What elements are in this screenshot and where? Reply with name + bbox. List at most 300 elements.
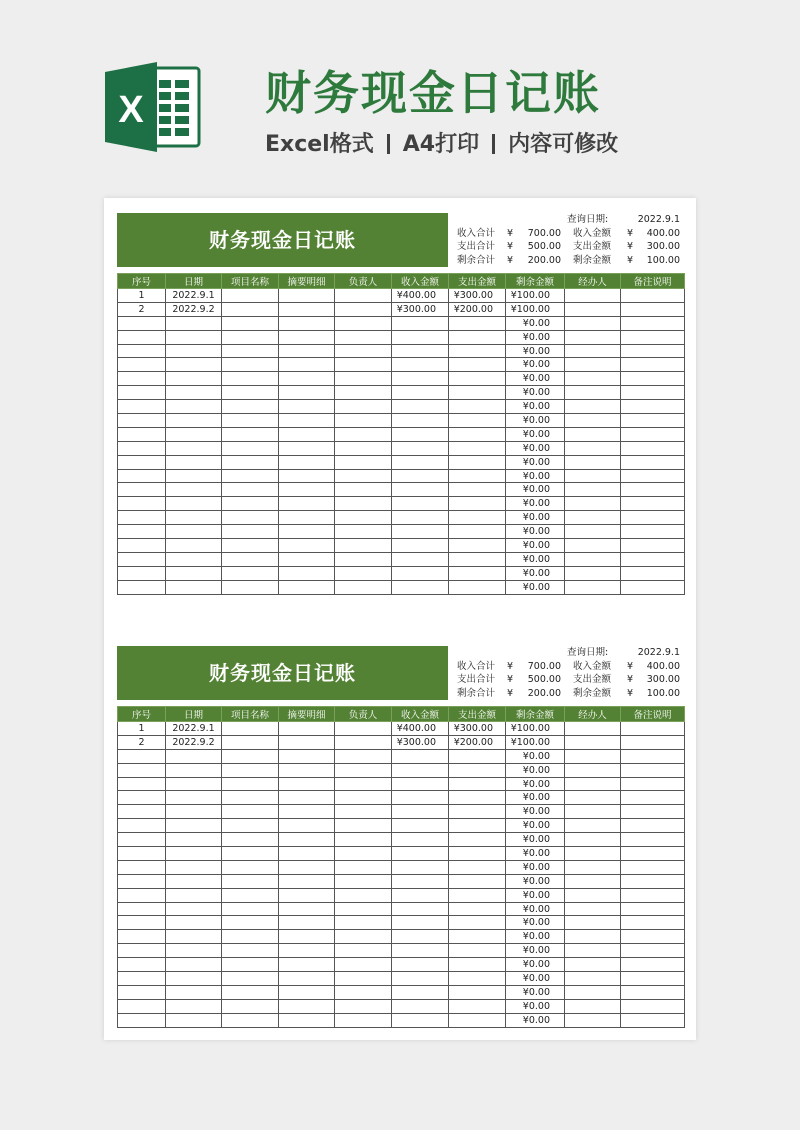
table-cell[interactable]	[565, 302, 621, 316]
table-cell[interactable]	[392, 386, 449, 400]
table-cell[interactable]	[449, 455, 506, 469]
table-cell[interactable]	[392, 819, 449, 833]
table-cell[interactable]	[118, 763, 166, 777]
table-cell[interactable]	[335, 847, 392, 861]
table-cell[interactable]	[166, 985, 222, 999]
table-cell[interactable]: ¥300.00	[449, 722, 506, 736]
table-cell[interactable]	[449, 469, 506, 483]
table-cell[interactable]	[449, 958, 506, 972]
table-cell[interactable]	[449, 763, 506, 777]
table-cell[interactable]	[392, 916, 449, 930]
summary-amount-value[interactable]: 300.00	[646, 674, 680, 686]
table-cell[interactable]	[222, 749, 279, 763]
table-cell[interactable]	[621, 888, 685, 902]
table-cell[interactable]	[279, 525, 335, 539]
table-cell[interactable]: ¥0.00	[506, 833, 565, 847]
table-cell[interactable]	[449, 1013, 506, 1027]
table-cell[interactable]	[279, 469, 335, 483]
table-cell[interactable]	[392, 874, 449, 888]
table-cell[interactable]: ¥200.00	[449, 302, 506, 316]
table-cell[interactable]	[166, 1013, 222, 1027]
table-cell[interactable]	[335, 902, 392, 916]
table-cell[interactable]	[222, 302, 279, 316]
table-cell[interactable]	[621, 302, 685, 316]
table-cell[interactable]	[335, 958, 392, 972]
table-cell[interactable]	[118, 358, 166, 372]
table-cell[interactable]	[565, 455, 621, 469]
table-cell[interactable]	[335, 566, 392, 580]
table-cell[interactable]	[279, 372, 335, 386]
table-cell[interactable]	[565, 860, 621, 874]
table-cell[interactable]	[449, 916, 506, 930]
table-cell[interactable]: ¥200.00	[449, 735, 506, 749]
table-cell[interactable]	[279, 972, 335, 986]
table-cell[interactable]	[449, 552, 506, 566]
table-cell[interactable]	[392, 580, 449, 594]
table-cell[interactable]	[166, 805, 222, 819]
table-cell[interactable]	[565, 1013, 621, 1027]
table-cell[interactable]	[449, 888, 506, 902]
table-cell[interactable]	[279, 344, 335, 358]
table-cell[interactable]	[565, 566, 621, 580]
table-cell[interactable]	[166, 400, 222, 414]
table-cell[interactable]	[335, 1013, 392, 1027]
table-cell[interactable]	[335, 386, 392, 400]
table-cell[interactable]	[279, 985, 335, 999]
table-cell[interactable]	[621, 358, 685, 372]
table-cell[interactable]	[621, 833, 685, 847]
table-cell[interactable]	[166, 469, 222, 483]
table-cell[interactable]	[279, 358, 335, 372]
table-cell[interactable]	[118, 833, 166, 847]
table-cell[interactable]	[118, 902, 166, 916]
table-cell[interactable]	[166, 580, 222, 594]
summary-total-value[interactable]: 200.00	[527, 687, 561, 699]
table-cell[interactable]	[565, 763, 621, 777]
table-cell[interactable]	[335, 441, 392, 455]
table-cell[interactable]	[621, 735, 685, 749]
table-cell[interactable]	[222, 805, 279, 819]
table-cell[interactable]	[279, 847, 335, 861]
table-cell[interactable]	[392, 958, 449, 972]
table-cell[interactable]	[166, 763, 222, 777]
table-cell[interactable]	[392, 763, 449, 777]
table-cell[interactable]	[392, 847, 449, 861]
table-cell[interactable]: ¥0.00	[506, 400, 565, 414]
table-cell[interactable]	[279, 749, 335, 763]
table-cell[interactable]: ¥0.00	[506, 469, 565, 483]
table-cell[interactable]	[279, 958, 335, 972]
table-cell[interactable]: ¥400.00	[392, 722, 449, 736]
table-cell[interactable]	[335, 819, 392, 833]
table-cell[interactable]: ¥300.00	[449, 289, 506, 303]
table-cell[interactable]	[565, 344, 621, 358]
table-cell[interactable]	[335, 874, 392, 888]
table-cell[interactable]	[335, 427, 392, 441]
table-cell[interactable]	[222, 874, 279, 888]
table-cell[interactable]	[621, 372, 685, 386]
table-cell[interactable]	[621, 874, 685, 888]
table-cell[interactable]	[118, 566, 166, 580]
table-cell[interactable]	[392, 777, 449, 791]
table-cell[interactable]	[166, 358, 222, 372]
table-cell[interactable]	[279, 777, 335, 791]
table-cell[interactable]	[222, 358, 279, 372]
table-cell[interactable]: ¥0.00	[506, 427, 565, 441]
table-cell[interactable]: ¥0.00	[506, 455, 565, 469]
table-cell[interactable]	[565, 580, 621, 594]
table-cell[interactable]	[222, 860, 279, 874]
table-cell[interactable]	[449, 819, 506, 833]
table-cell[interactable]	[279, 330, 335, 344]
table-cell[interactable]	[449, 860, 506, 874]
table-cell[interactable]	[279, 316, 335, 330]
table-cell[interactable]	[166, 566, 222, 580]
query-date-value[interactable]: 2022.9.1	[637, 214, 680, 225]
table-cell[interactable]	[392, 414, 449, 428]
table-cell[interactable]: ¥0.00	[506, 902, 565, 916]
table-cell[interactable]	[565, 833, 621, 847]
table-cell[interactable]	[392, 525, 449, 539]
table-cell[interactable]	[449, 525, 506, 539]
table-cell[interactable]	[392, 749, 449, 763]
table-cell[interactable]: ¥0.00	[506, 972, 565, 986]
table-cell[interactable]	[335, 999, 392, 1013]
table-cell[interactable]	[222, 735, 279, 749]
table-cell[interactable]	[335, 916, 392, 930]
table-cell[interactable]	[335, 580, 392, 594]
table-cell[interactable]	[392, 930, 449, 944]
table-cell[interactable]	[166, 791, 222, 805]
table-cell[interactable]	[449, 566, 506, 580]
table-cell[interactable]	[118, 497, 166, 511]
table-cell[interactable]	[335, 400, 392, 414]
table-cell[interactable]	[118, 414, 166, 428]
table-cell[interactable]	[222, 511, 279, 525]
table-cell[interactable]	[565, 386, 621, 400]
table-cell[interactable]: ¥0.00	[506, 944, 565, 958]
table-cell[interactable]: ¥0.00	[506, 874, 565, 888]
table-cell[interactable]	[166, 525, 222, 539]
table-cell[interactable]	[118, 441, 166, 455]
table-cell[interactable]	[279, 302, 335, 316]
table-cell[interactable]: ¥0.00	[506, 1013, 565, 1027]
table-cell[interactable]	[222, 972, 279, 986]
table-cell[interactable]	[565, 805, 621, 819]
table-cell[interactable]	[392, 999, 449, 1013]
table-cell[interactable]	[118, 791, 166, 805]
table-cell[interactable]	[565, 972, 621, 986]
table-cell[interactable]	[565, 999, 621, 1013]
table-cell[interactable]	[222, 930, 279, 944]
table-cell[interactable]	[222, 902, 279, 916]
table-cell[interactable]	[335, 330, 392, 344]
table-cell[interactable]	[392, 483, 449, 497]
table-cell[interactable]	[565, 372, 621, 386]
table-cell[interactable]	[392, 427, 449, 441]
table-cell[interactable]	[335, 888, 392, 902]
table-cell[interactable]	[335, 805, 392, 819]
table-cell[interactable]: 2	[118, 302, 166, 316]
table-cell[interactable]	[279, 916, 335, 930]
table-cell[interactable]	[118, 958, 166, 972]
table-cell[interactable]	[449, 400, 506, 414]
summary-amount-value[interactable]: 100.00	[646, 254, 680, 266]
summary-total-value[interactable]: 700.00	[527, 660, 561, 672]
table-cell[interactable]	[392, 791, 449, 805]
table-cell[interactable]	[279, 580, 335, 594]
table-cell[interactable]	[392, 469, 449, 483]
table-cell[interactable]	[222, 400, 279, 414]
table-cell[interactable]	[279, 414, 335, 428]
table-cell[interactable]	[222, 525, 279, 539]
table-cell[interactable]	[222, 566, 279, 580]
table-cell[interactable]	[335, 985, 392, 999]
table-cell[interactable]	[222, 763, 279, 777]
table-cell[interactable]	[222, 372, 279, 386]
table-cell[interactable]	[222, 777, 279, 791]
table-cell[interactable]	[565, 539, 621, 553]
table-cell[interactable]	[166, 386, 222, 400]
table-cell[interactable]	[166, 427, 222, 441]
table-cell[interactable]	[166, 344, 222, 358]
table-cell[interactable]	[166, 860, 222, 874]
table-cell[interactable]	[222, 833, 279, 847]
table-cell[interactable]	[279, 833, 335, 847]
table-cell[interactable]: 2022.9.2	[166, 302, 222, 316]
table-cell[interactable]: ¥0.00	[506, 999, 565, 1013]
table-cell[interactable]	[118, 469, 166, 483]
summary-total-value[interactable]: 500.00	[527, 674, 561, 686]
table-cell[interactable]	[621, 985, 685, 999]
table-cell[interactable]	[449, 511, 506, 525]
table-cell[interactable]	[335, 833, 392, 847]
table-cell[interactable]	[118, 344, 166, 358]
table-cell[interactable]: ¥100.00	[506, 735, 565, 749]
table-cell[interactable]	[565, 930, 621, 944]
table-cell[interactable]	[279, 289, 335, 303]
table-cell[interactable]	[565, 427, 621, 441]
table-cell[interactable]	[279, 999, 335, 1013]
table-cell[interactable]	[621, 414, 685, 428]
summary-total-value[interactable]: 200.00	[527, 254, 561, 266]
table-cell[interactable]	[166, 539, 222, 553]
table-cell[interactable]	[118, 972, 166, 986]
table-cell[interactable]	[392, 944, 449, 958]
table-cell[interactable]	[449, 330, 506, 344]
table-cell[interactable]	[279, 566, 335, 580]
table-cell[interactable]	[621, 427, 685, 441]
table-cell[interactable]	[565, 791, 621, 805]
table-cell[interactable]	[166, 749, 222, 763]
table-cell[interactable]: ¥0.00	[506, 497, 565, 511]
table-cell[interactable]	[621, 344, 685, 358]
table-cell[interactable]	[166, 916, 222, 930]
table-cell[interactable]	[621, 455, 685, 469]
table-cell[interactable]	[621, 916, 685, 930]
table-cell[interactable]	[118, 400, 166, 414]
table-cell[interactable]	[222, 386, 279, 400]
table-cell[interactable]	[279, 483, 335, 497]
table-cell[interactable]: ¥0.00	[506, 372, 565, 386]
table-cell[interactable]: ¥0.00	[506, 539, 565, 553]
table-cell[interactable]	[118, 483, 166, 497]
table-cell[interactable]	[335, 469, 392, 483]
table-cell[interactable]	[279, 735, 335, 749]
table-cell[interactable]	[335, 777, 392, 791]
summary-amount-value[interactable]: 300.00	[646, 241, 680, 253]
table-cell[interactable]	[335, 344, 392, 358]
table-cell[interactable]	[335, 302, 392, 316]
table-cell[interactable]	[449, 930, 506, 944]
table-cell[interactable]	[222, 455, 279, 469]
table-cell[interactable]	[166, 441, 222, 455]
table-cell[interactable]	[449, 999, 506, 1013]
table-cell[interactable]	[335, 372, 392, 386]
table-cell[interactable]	[166, 316, 222, 330]
table-cell[interactable]	[279, 552, 335, 566]
table-cell[interactable]	[392, 497, 449, 511]
table-cell[interactable]	[392, 330, 449, 344]
table-cell[interactable]	[621, 930, 685, 944]
table-cell[interactable]	[118, 386, 166, 400]
table-cell[interactable]	[449, 358, 506, 372]
table-cell[interactable]	[449, 344, 506, 358]
summary-amount-value[interactable]: 400.00	[646, 660, 680, 672]
table-cell[interactable]	[565, 874, 621, 888]
table-cell[interactable]	[166, 552, 222, 566]
table-cell[interactable]	[279, 805, 335, 819]
table-cell[interactable]	[166, 958, 222, 972]
table-cell[interactable]	[118, 888, 166, 902]
table-cell[interactable]	[565, 735, 621, 749]
table-cell[interactable]	[449, 386, 506, 400]
table-cell[interactable]	[166, 777, 222, 791]
table-cell[interactable]	[222, 414, 279, 428]
table-cell[interactable]	[392, 400, 449, 414]
table-cell[interactable]: ¥0.00	[506, 749, 565, 763]
table-cell[interactable]	[565, 414, 621, 428]
table-cell[interactable]	[565, 400, 621, 414]
table-cell[interactable]: ¥0.00	[506, 358, 565, 372]
table-cell[interactable]	[392, 902, 449, 916]
table-cell[interactable]	[392, 1013, 449, 1027]
table-cell[interactable]	[392, 511, 449, 525]
table-cell[interactable]	[392, 441, 449, 455]
table-cell[interactable]: ¥300.00	[392, 302, 449, 316]
table-cell[interactable]	[449, 847, 506, 861]
table-cell[interactable]	[621, 777, 685, 791]
table-cell[interactable]	[279, 902, 335, 916]
table-cell[interactable]	[118, 511, 166, 525]
table-cell[interactable]	[222, 497, 279, 511]
table-cell[interactable]	[166, 497, 222, 511]
table-cell[interactable]	[279, 819, 335, 833]
table-cell[interactable]	[621, 289, 685, 303]
table-cell[interactable]	[166, 999, 222, 1013]
table-cell[interactable]	[279, 944, 335, 958]
table-cell[interactable]	[565, 777, 621, 791]
table-cell[interactable]	[118, 316, 166, 330]
table-cell[interactable]	[621, 958, 685, 972]
table-cell[interactable]	[621, 860, 685, 874]
table-cell[interactable]	[449, 749, 506, 763]
table-cell[interactable]	[621, 722, 685, 736]
table-cell[interactable]	[565, 552, 621, 566]
table-cell[interactable]	[621, 316, 685, 330]
table-cell[interactable]	[222, 469, 279, 483]
table-cell[interactable]	[621, 902, 685, 916]
table-cell[interactable]	[166, 819, 222, 833]
table-cell[interactable]: ¥0.00	[506, 888, 565, 902]
table-cell[interactable]: 2022.9.2	[166, 735, 222, 749]
table-cell[interactable]	[335, 289, 392, 303]
table-cell[interactable]	[449, 580, 506, 594]
table-cell[interactable]	[222, 958, 279, 972]
table-cell[interactable]	[392, 552, 449, 566]
table-cell[interactable]	[565, 511, 621, 525]
summary-amount-value[interactable]: 400.00	[646, 227, 680, 239]
summary-amount-value[interactable]: 100.00	[646, 687, 680, 699]
summary-total-value[interactable]: 500.00	[527, 241, 561, 253]
table-cell[interactable]	[392, 372, 449, 386]
table-cell[interactable]	[118, 777, 166, 791]
table-cell[interactable]	[222, 944, 279, 958]
table-cell[interactable]	[166, 847, 222, 861]
table-cell[interactable]	[118, 427, 166, 441]
table-cell[interactable]	[449, 833, 506, 847]
table-cell[interactable]: ¥0.00	[506, 316, 565, 330]
table-cell[interactable]	[621, 386, 685, 400]
table-cell[interactable]	[392, 344, 449, 358]
table-cell[interactable]	[565, 985, 621, 999]
table-cell[interactable]	[565, 902, 621, 916]
table-cell[interactable]	[166, 874, 222, 888]
table-cell[interactable]	[118, 860, 166, 874]
table-cell[interactable]	[565, 441, 621, 455]
table-cell[interactable]: ¥0.00	[506, 763, 565, 777]
table-cell[interactable]: ¥300.00	[392, 735, 449, 749]
query-date-value[interactable]: 2022.9.1	[637, 647, 680, 658]
table-cell[interactable]	[118, 999, 166, 1013]
table-cell[interactable]	[118, 372, 166, 386]
table-cell[interactable]	[621, 791, 685, 805]
table-cell[interactable]	[279, 860, 335, 874]
table-cell[interactable]	[621, 552, 685, 566]
table-cell[interactable]	[621, 441, 685, 455]
table-cell[interactable]	[118, 916, 166, 930]
table-cell[interactable]	[279, 930, 335, 944]
table-cell[interactable]	[621, 566, 685, 580]
table-cell[interactable]	[166, 483, 222, 497]
table-cell[interactable]	[621, 944, 685, 958]
table-cell[interactable]	[279, 888, 335, 902]
table-cell[interactable]	[222, 1013, 279, 1027]
table-cell[interactable]	[565, 819, 621, 833]
table-cell[interactable]	[335, 552, 392, 566]
table-cell[interactable]	[222, 819, 279, 833]
table-cell[interactable]	[166, 833, 222, 847]
table-cell[interactable]	[166, 330, 222, 344]
table-cell[interactable]	[449, 944, 506, 958]
table-cell[interactable]	[449, 777, 506, 791]
table-cell[interactable]	[118, 539, 166, 553]
table-cell[interactable]	[222, 427, 279, 441]
table-cell[interactable]	[565, 944, 621, 958]
table-cell[interactable]: ¥0.00	[506, 511, 565, 525]
table-cell[interactable]	[392, 805, 449, 819]
table-cell[interactable]	[118, 330, 166, 344]
